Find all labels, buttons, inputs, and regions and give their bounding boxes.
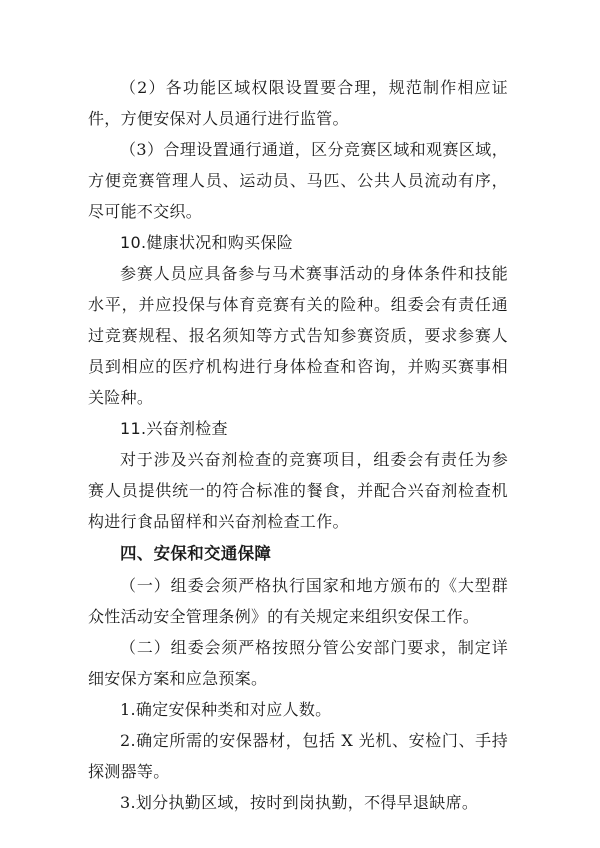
list-item-security-equipment: 2.确定所需的安保器材，包括 X 光机、安检门、手持探测器等。 xyxy=(88,731,508,781)
paragraph-permission-settings: （2）各功能区域权限设置要合理，规范制作相应证件，方便安保对人员通行进行监管。 xyxy=(88,78,508,128)
paragraph-health-insurance: 参赛人员应具备参与马术赛事活动的身体条件和技能水平，并应投保与体育竞赛有关的险种。组委会有责任通过竞赛规程、报名须知等方式告知参赛资质，要求参赛人员到相应的医疗机构进行身体检查和咨询，并购买赛事相关险种。 xyxy=(88,264,508,407)
paragraph-security-plan: （二）组委会须严格按照分管公安部门要求，制定详细安保方案和应急预案。 xyxy=(88,638,508,688)
list-item-duty-areas: 3.划分执勤区域，按时到岗执勤，不得早退缺席。 xyxy=(120,793,479,812)
document-body xyxy=(88,72,508,818)
subheading-doping-control: 11.兴奋剂检查 xyxy=(120,419,228,438)
paragraph-security-regulation: （一）组委会须严格执行国家和地方颁布的《大型群众性活动安全管理条例》的有关规定来组织安保工作。 xyxy=(88,576,508,626)
list-item-security-staffing: 1.确定安保种类和对应人数。 xyxy=(120,700,332,719)
paragraph-doping-control: 对于涉及兴奋剂检查的竞赛项目，组委会有责任为参赛人员提供统一的符合标准的餐食，并配合兴奋剂检查机构进行食品留样和兴奋剂检查工作。 xyxy=(88,450,508,531)
subheading-health-insurance: 10.健康状况和购买保险 xyxy=(120,233,294,252)
section-heading-security-transport: 四、安保和交通保障 xyxy=(120,544,272,563)
paragraph-passage-design: （3）合理设置通行通道，区分竞赛区域和观赛区域，方便竞赛管理人员、运动员、马匹、公共人员流动有序，尽可能不交织。 xyxy=(88,140,508,221)
